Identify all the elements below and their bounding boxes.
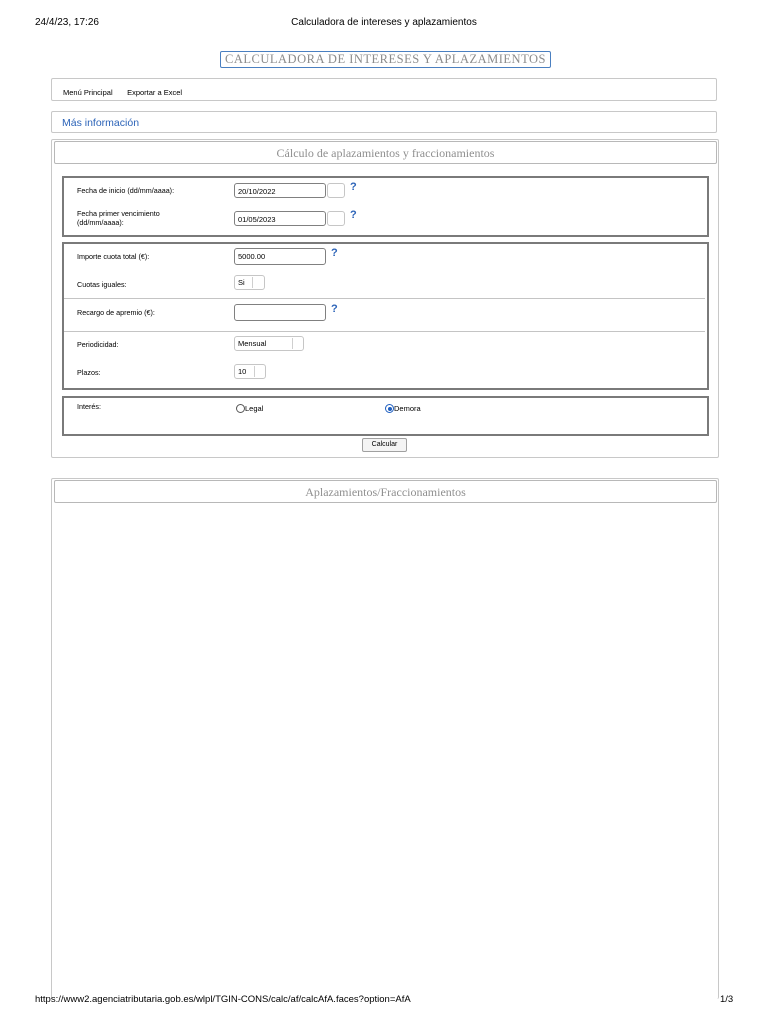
cuotas-iguales-value: Si xyxy=(238,278,245,287)
interes-demora-radio[interactable] xyxy=(385,404,394,413)
print-page-number: 1/3 xyxy=(720,994,734,1005)
results-panel xyxy=(51,478,719,999)
export-excel-link[interactable]: Exportar a Excel xyxy=(127,88,183,97)
more-info-link[interactable]: Más información xyxy=(62,117,140,129)
select-divider xyxy=(292,338,293,349)
select-divider xyxy=(252,277,253,288)
fecha-inicio-calendar-button[interactable] xyxy=(327,183,345,198)
cuotas-iguales-select[interactable] xyxy=(234,275,265,290)
page-title: CALCULADORA DE INTERESES Y APLAZAMIENTOS xyxy=(220,51,551,68)
recargo-input[interactable] xyxy=(234,304,326,321)
fecha-venc-label: Fecha primer vencimiento (dd/mm/aaaa): xyxy=(77,209,160,227)
fecha-inicio-label: Fecha de inicio (dd/mm/aaaa): xyxy=(77,186,175,195)
interest-fieldset xyxy=(62,396,709,436)
row-divider xyxy=(64,331,705,332)
importe-help-icon[interactable]: ? xyxy=(331,247,338,259)
print-url: https://www2.agenciatributaria.gob.es/wlpl/TGIN-CONS/calc/af/calcAfA.faces?option=AfA xyxy=(35,994,411,1005)
calc-section-heading: Cálculo de aplazamientos y fraccionamientos xyxy=(54,141,717,164)
interes-label: Interés: xyxy=(77,402,101,411)
print-doc-title: Calculadora de intereses y aplazamientos xyxy=(291,17,477,28)
fecha-venc-input[interactable]: 01/05/2023 xyxy=(234,211,326,226)
interes-legal-radio[interactable] xyxy=(236,404,245,413)
fecha-venc-help-icon[interactable]: ? xyxy=(350,209,357,221)
results-section-heading: Aplazamientos/Fraccionamientos xyxy=(54,480,717,503)
periodicidad-label: Periodicidad: xyxy=(77,340,119,349)
fecha-inicio-input[interactable]: 20/10/2022 xyxy=(234,183,326,198)
fecha-venc-calendar-button[interactable] xyxy=(327,211,345,226)
interes-demora-label: Demora xyxy=(394,404,421,413)
menu-bar xyxy=(51,78,717,101)
row-divider xyxy=(64,298,705,299)
interes-legal-label: Legal xyxy=(245,404,264,413)
print-datetime: 24/4/23, 17:26 xyxy=(35,17,99,28)
cuotas-iguales-label: Cuotas iguales: xyxy=(77,280,127,289)
plazos-value: 10 xyxy=(238,367,247,376)
fecha-inicio-help-icon[interactable]: ? xyxy=(350,181,357,193)
importe-label: Importe cuota total (€): xyxy=(77,252,150,261)
main-menu-link[interactable]: Menú Principal xyxy=(63,88,113,97)
select-divider xyxy=(254,366,255,377)
periodicidad-value: Mensual xyxy=(238,339,267,348)
periodicidad-select[interactable] xyxy=(234,336,304,351)
recargo-label: Recargo de apremio (€): xyxy=(77,308,155,317)
calcular-button[interactable]: Calcular xyxy=(362,438,407,452)
more-info-bar xyxy=(51,111,717,133)
amounts-fieldset xyxy=(62,242,709,390)
plazos-select[interactable] xyxy=(234,364,266,379)
importe-input[interactable]: 5000.00 xyxy=(234,248,326,265)
recargo-help-icon[interactable]: ? xyxy=(331,303,338,315)
plazos-label: Plazos: xyxy=(77,368,101,377)
